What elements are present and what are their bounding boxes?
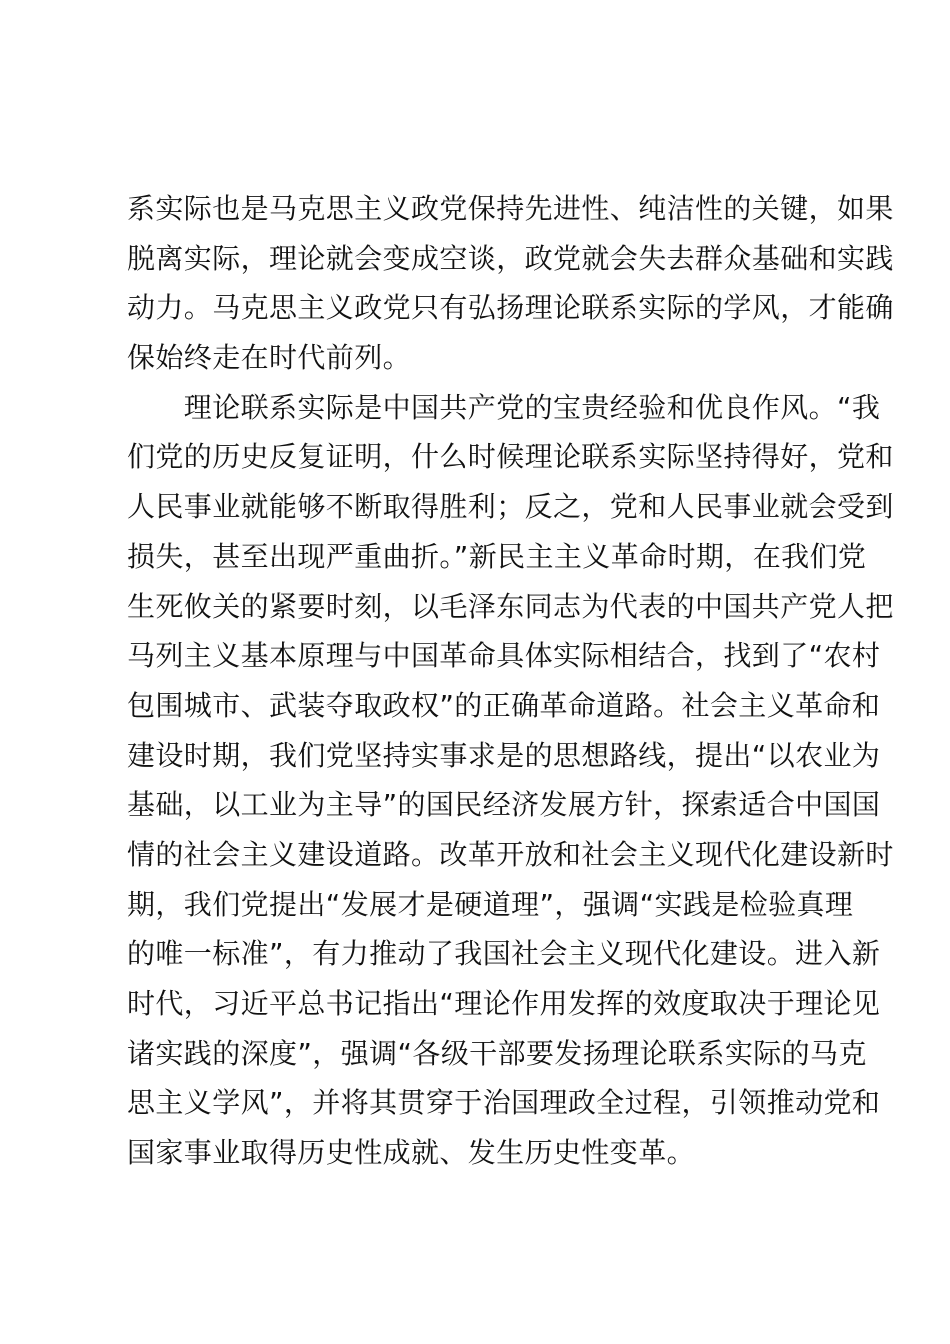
text-line: 马列主义基本原理与中国革命具体实际相结合，找到了“农村 xyxy=(127,639,881,673)
text-line: 保始终走在时代前列。 xyxy=(127,341,412,375)
text-line: 包围城市、武装夺取政权”的正确革命道路。社会主义革命和 xyxy=(127,688,881,722)
text-line: 的唯一标准”，有力推动了我国社会主义现代化建设。进入新 xyxy=(127,937,881,971)
text-line: 损失，甚至出现严重曲折。”新民主主义革命时期，在我们党 xyxy=(127,539,867,573)
text-line: 生死攸关的紧要时刻，以毛泽东同志为代表的中国共产党人把 xyxy=(127,589,894,623)
text-line: 诸实践的深度”，强调“各级干部要发扬理论联系实际的马克 xyxy=(127,1036,867,1070)
text-line: 建设时期，我们党坚持实事求是的思想路线，提出“以农业为 xyxy=(127,738,881,772)
body-text xyxy=(127,184,894,1178)
text-line: 国家事业取得历史性成就、发生历史性变革。 xyxy=(127,1136,696,1170)
text-line: 期，我们党提出“发展才是硬道理”，强调“实践是检验真理 xyxy=(127,887,854,921)
text-line: 动力。马克思主义政党只有弘扬理论联系实际的学风，才能确 xyxy=(127,291,894,325)
text-line: 人民事业就能够不断取得胜利；反之，党和人民事业就会受到 xyxy=(127,490,894,524)
text-line: 们党的历史反复证明，什么时候理论联系实际坚持得好，党和 xyxy=(127,440,894,474)
text-line: 脱离实际，理论就会变成空谈，政党就会失去群众基础和实践 xyxy=(127,241,894,275)
text-line: 系实际也是马克思主义政党保持先进性、纯洁性的关键，如果 xyxy=(127,192,894,225)
text-line: 情的社会主义建设道路。改革开放和社会主义现代化建设新时 xyxy=(127,837,894,871)
text-line: 时代，习近平总书记指出“理论作用发挥的效度取决于理论见 xyxy=(127,987,881,1020)
text-line: 思主义学风”，并将其贯穿于治国理政全过程，引领推动党和 xyxy=(127,1086,881,1120)
text-line: 基础，以工业为主导”的国民经济发展方针，探索适合中国国 xyxy=(127,788,881,822)
paragraph-first-line: 理论联系实际是中国共产党的宝贵经验和优良作风。“我 xyxy=(127,390,881,424)
